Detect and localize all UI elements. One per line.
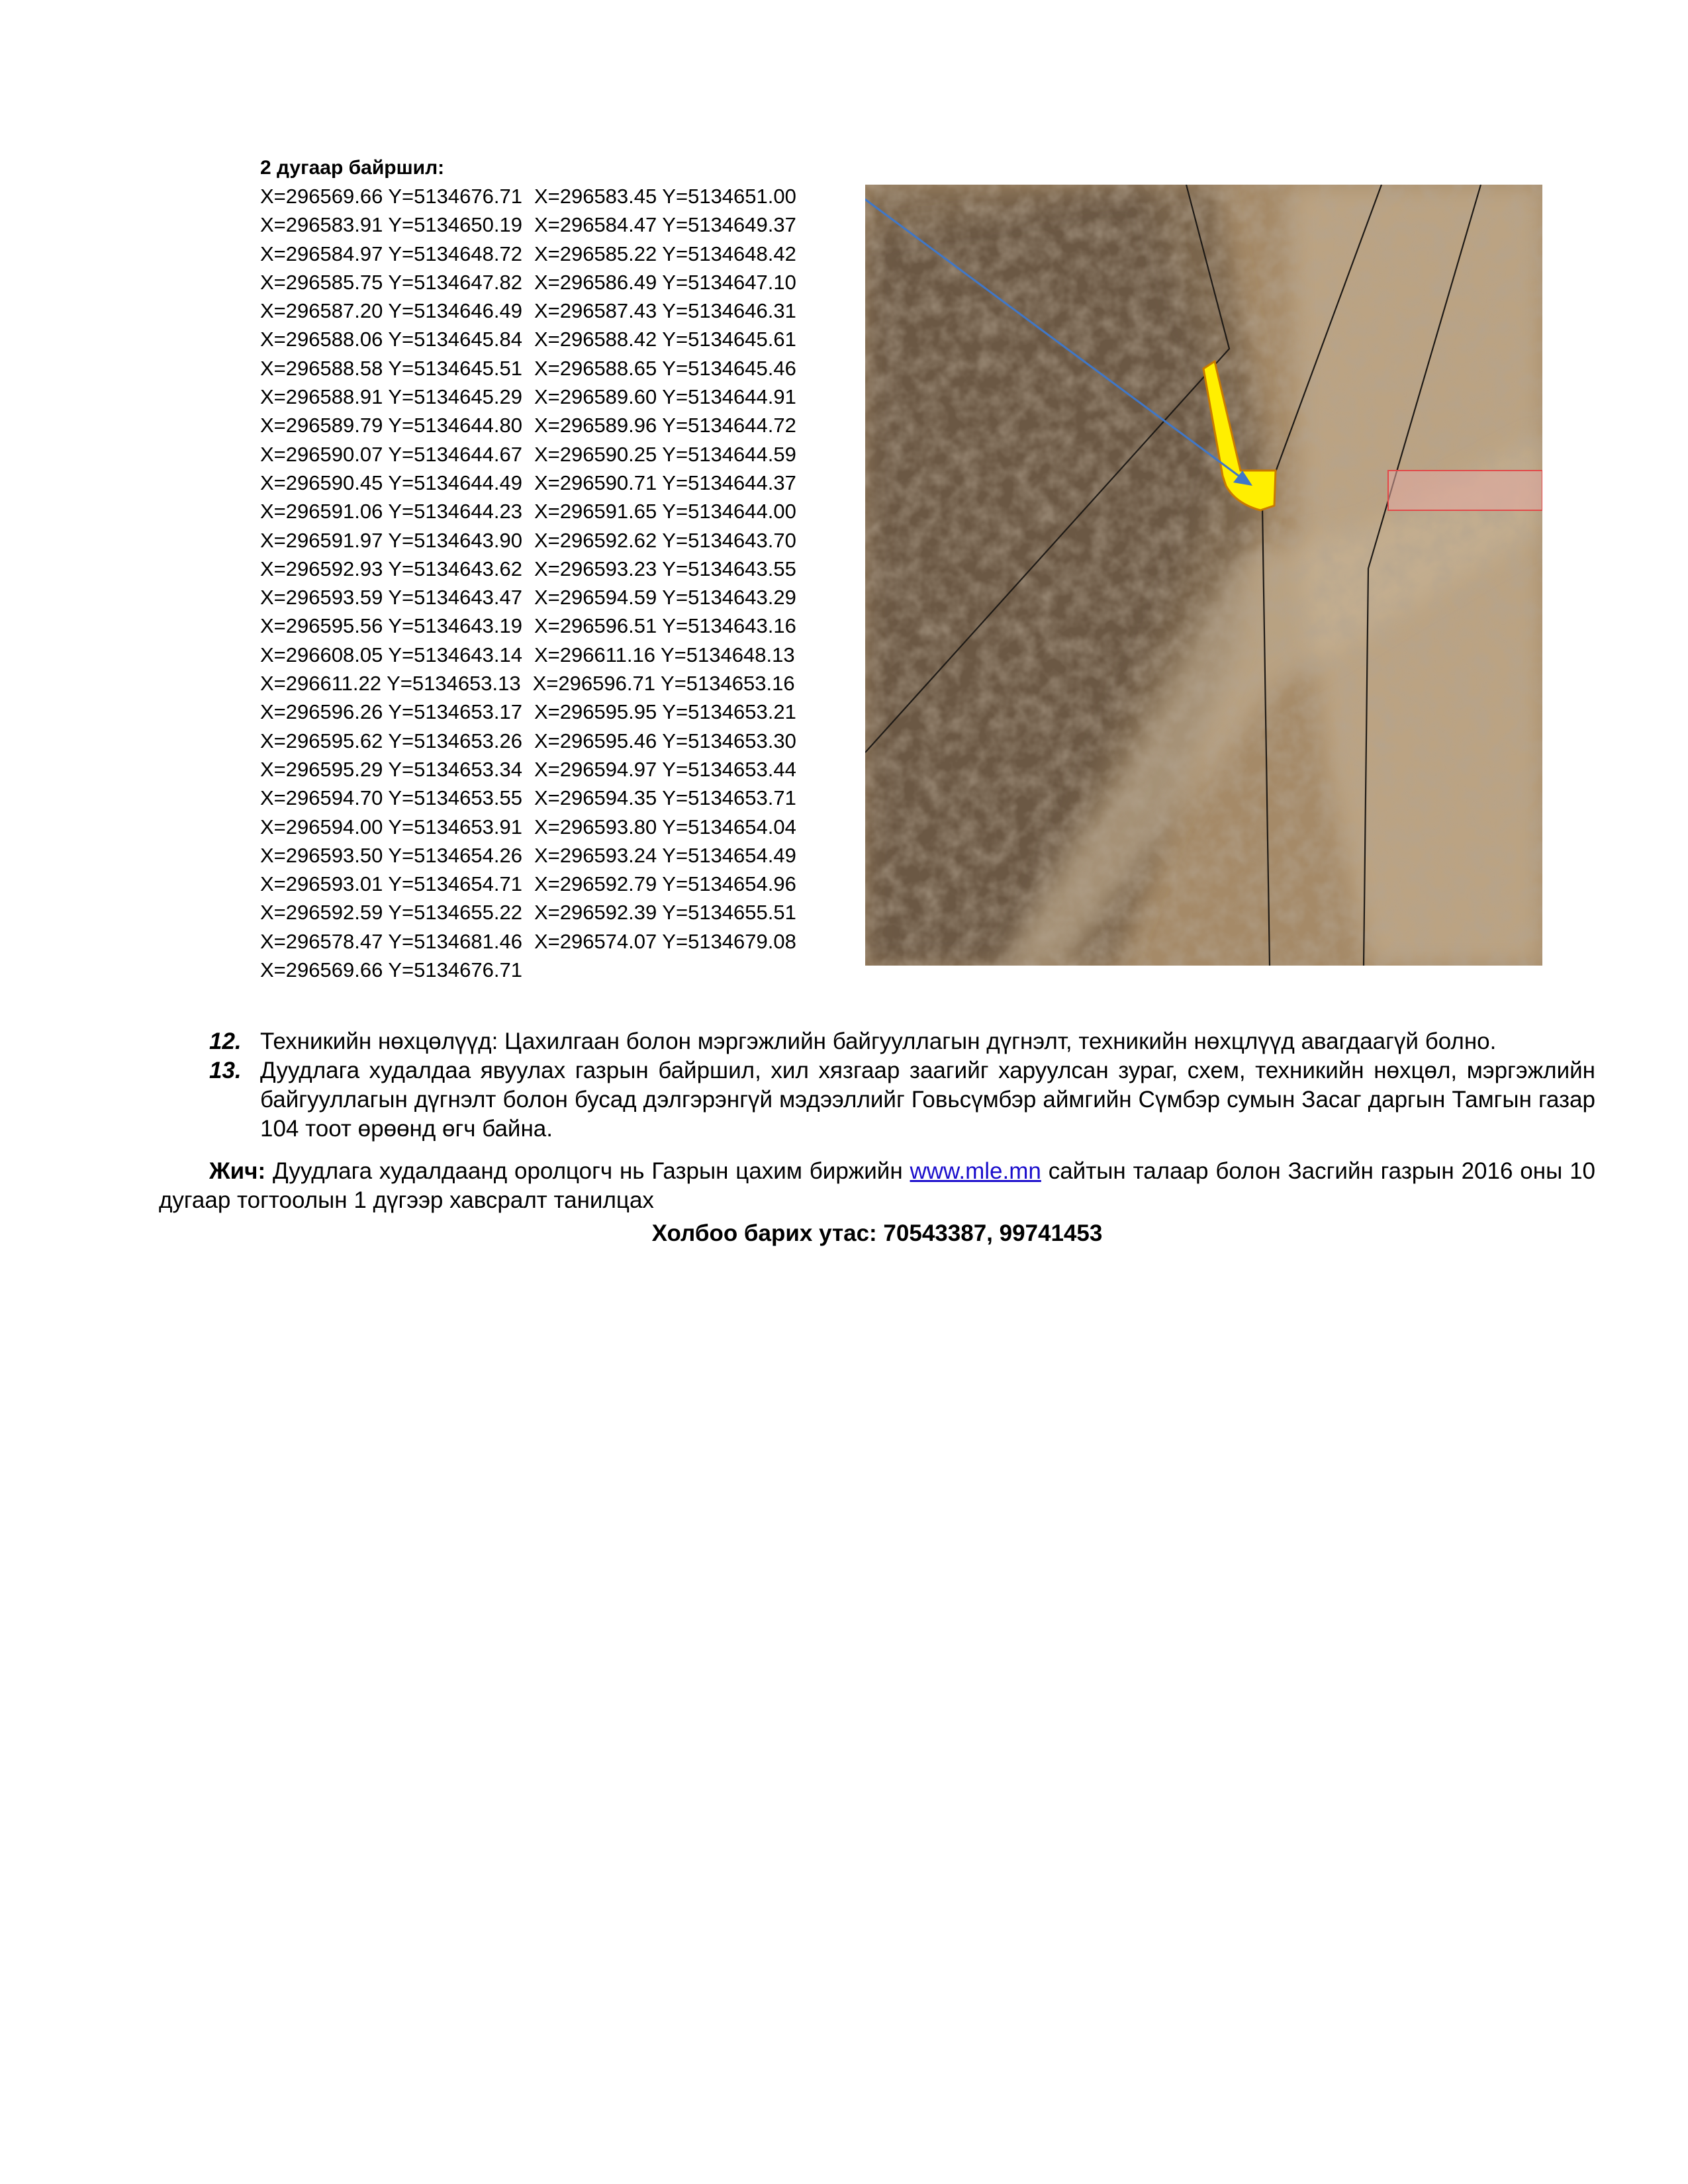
coordinate-left: X=296588.91 Y=5134645.29 (260, 385, 522, 409)
coordinate-right: X=296593.80 Y=5134654.04 (534, 815, 796, 839)
contact-phones: Холбоо барих утас: 70543387, 99741453 (651, 1220, 1103, 1246)
terrain-texture (865, 185, 1542, 966)
coordinate-left: X=296583.91 Y=5134650.19 (260, 213, 522, 237)
coordinate-left: X=296590.45 Y=5134644.49 (260, 471, 522, 494)
coordinate-right: X=296611.16 Y=5134648.13 (534, 643, 795, 666)
coordinate-right: X=296594.35 Y=5134653.71 (534, 786, 796, 810)
coordinate-right: X=296588.65 Y=5134645.46 (534, 356, 796, 380)
coordinate-left: X=296595.29 Y=5134653.34 (260, 757, 522, 781)
coordinate-left: X=296589.79 Y=5134644.80 (260, 414, 522, 437)
coordinate-row (260, 956, 796, 984)
note-paragraph (159, 1157, 1595, 1215)
coordinate-row (260, 813, 796, 841)
coordinate-row (260, 669, 796, 698)
note-label: Жич: (209, 1158, 266, 1184)
coordinate-row (260, 411, 796, 439)
coordinate-left: X=296569.66 Y=5134676.71 (260, 958, 522, 982)
coordinate-right: X=296586.49 Y=5134647.10 (534, 270, 796, 294)
coordinate-left: X=296591.06 Y=5134644.23 (260, 500, 522, 523)
coordinate-right: X=296591.65 Y=5134644.00 (534, 500, 796, 523)
coordinate-row (260, 354, 796, 383)
coordinate-right: X=296596.71 Y=5134653.16 (532, 672, 795, 696)
coordinate-right: X=296592.79 Y=5134654.96 (534, 872, 796, 896)
item-number: 12. (209, 1028, 242, 1054)
coordinate-list (260, 182, 796, 984)
note-text-after: сайтын талаар болон Засгийн газрын 2016 оны 10 дугаар тогтоолын 1 дүгээр хавсралт танилцах (159, 1158, 1595, 1213)
coordinate-right: X=296590.25 Y=5134644.59 (534, 442, 796, 466)
coordinate-right: X=296594.59 Y=5134643.29 (534, 586, 796, 610)
coordinate-row (260, 383, 796, 411)
coordinate-row (260, 296, 796, 325)
coordinate-left: X=296611.22 Y=5134653.13 (260, 672, 521, 696)
coordinate-left: X=296569.66 Y=5134676.71 (260, 185, 522, 208)
coordinate-right: X=296593.23 Y=5134643.55 (534, 557, 796, 580)
coordinate-right: X=296593.24 Y=5134654.49 (534, 843, 796, 867)
coordinate-right: X=296587.43 Y=5134646.31 (534, 299, 796, 323)
coordinate-right: X=296583.45 Y=5134651.00 (534, 185, 796, 208)
coordinate-left: X=296593.59 Y=5134643.47 (260, 586, 522, 610)
coordinate-left: X=296593.01 Y=5134654.71 (260, 872, 522, 896)
coordinate-row (260, 440, 796, 469)
coordinate-left: X=296608.05 Y=5134643.14 (260, 643, 522, 666)
coordinate-row (260, 727, 796, 755)
coordinate-row (260, 583, 796, 612)
coordinate-row (260, 755, 796, 784)
coordinate-left: X=296587.20 Y=5134646.49 (260, 299, 522, 323)
coordinate-row (260, 240, 796, 268)
coordinate-left: X=296596.26 Y=5134653.17 (260, 700, 522, 724)
coordinate-left: X=296590.07 Y=5134644.67 (260, 442, 522, 466)
satellite-map (865, 185, 1542, 966)
coordinate-row (260, 182, 796, 210)
item-12 (209, 1027, 1595, 1056)
coordinate-left: X=296593.50 Y=5134654.26 (260, 843, 522, 867)
coordinate-right: X=296589.96 Y=5134644.72 (534, 414, 796, 437)
coordinate-left: X=296592.59 Y=5134655.22 (260, 901, 522, 925)
coordinate-right: X=296584.47 Y=5134649.37 (534, 213, 796, 237)
coordinate-left: X=296594.00 Y=5134653.91 (260, 815, 522, 839)
coordinate-right: X=296595.95 Y=5134653.21 (534, 700, 796, 724)
coordinate-right: X=296594.97 Y=5134653.44 (534, 757, 796, 781)
coordinate-left: X=296595.62 Y=5134653.26 (260, 729, 522, 752)
coordinate-right: X=296592.62 Y=5134643.70 (534, 528, 796, 552)
coordinate-left: X=296595.56 Y=5134643.19 (260, 614, 522, 638)
coordinate-row (260, 927, 796, 956)
coordinate-left: X=296584.97 Y=5134648.72 (260, 242, 522, 265)
coordinate-left: X=296585.75 Y=5134647.82 (260, 270, 522, 294)
coordinate-row (260, 870, 796, 898)
coordinate-left: X=296591.97 Y=5134643.90 (260, 528, 522, 552)
coordinate-left: X=296594.70 Y=5134653.55 (260, 786, 522, 810)
coordinate-right: X=296588.42 Y=5134645.61 (534, 328, 796, 351)
coordinate-row (260, 497, 796, 525)
coordinate-left: X=296588.06 Y=5134645.84 (260, 328, 522, 351)
coordinate-row (260, 526, 796, 555)
item-number: 13. (209, 1058, 242, 1083)
coordinate-right: X=296585.22 Y=5134648.42 (534, 242, 796, 265)
coordinate-right: X=296589.60 Y=5134644.91 (534, 385, 796, 409)
coordinate-left: X=296578.47 Y=5134681.46 (260, 929, 522, 953)
item-text: Техникийн нөхцөлүүд: Цахилгаан болон мэргэжлийн байгууллагын дүгнэлт, техникийн нөхцлүүд авагдаагүй болно. (260, 1028, 1497, 1054)
coordinate-row (260, 469, 796, 497)
item-13 (209, 1056, 1595, 1144)
location-heading: 2 дугаар байршил: (260, 157, 445, 179)
coordinate-row (260, 612, 796, 640)
map-svg (865, 185, 1542, 966)
coordinate-right: X=296596.51 Y=5134643.16 (534, 614, 796, 638)
item-text: Дуудлага худалдаа явуулах газрын байршил, хил хязгаар заагийг харуулсан зураг, схем, техникийн нөхцөл, мэргэжлийн байгууллагын дүгнэлт болон бусад дэлгэрэнгүй мэдээллийг Говьсүмбэр аймгийн Сүмбэр сумын Засаг даргын Тамгын газар 104 тоот өрөөнд өгч байна. (260, 1058, 1595, 1142)
coordinate-right: X=296592.39 Y=5134655.51 (534, 901, 796, 925)
coordinate-left: X=296592.93 Y=5134643.62 (260, 557, 522, 580)
coordinate-right: X=296595.46 Y=5134653.30 (534, 729, 796, 752)
coordinate-row (260, 268, 796, 296)
mle-link[interactable]: www.mle.mn (910, 1158, 1041, 1184)
coordinate-right: X=296590.71 Y=5134644.37 (534, 471, 796, 494)
coordinate-row (260, 641, 796, 669)
coordinate-row (260, 325, 796, 353)
coordinate-right: X=296574.07 Y=5134679.08 (534, 929, 796, 953)
coordinate-row (260, 784, 796, 812)
coordinate-left: X=296588.58 Y=5134645.51 (260, 356, 522, 380)
note-text-before: Дуудлага худалдаанд оролцогч нь Газрын цахим биржийн (265, 1158, 910, 1184)
coordinate-row (260, 210, 796, 239)
coordinate-row (260, 555, 796, 583)
neighbor-parcel-strip (1388, 471, 1542, 510)
coordinate-row (260, 698, 796, 726)
coordinate-row (260, 841, 796, 870)
coordinate-row (260, 898, 796, 927)
